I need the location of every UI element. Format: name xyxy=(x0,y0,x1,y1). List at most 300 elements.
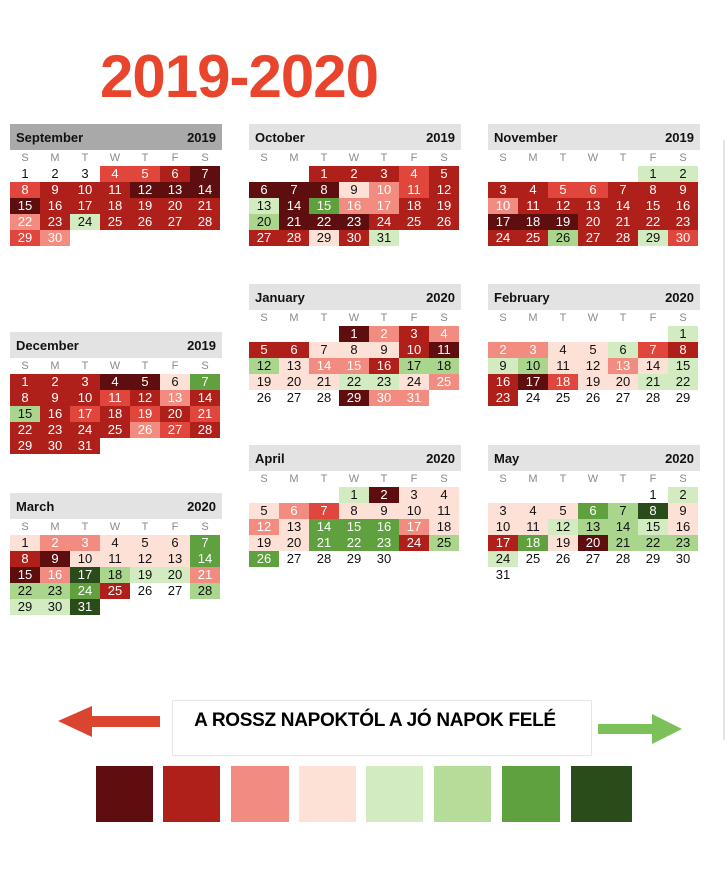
day-cell: 2 xyxy=(668,166,698,182)
day-cell: 4 xyxy=(518,503,548,519)
day-cell: 26 xyxy=(429,214,459,230)
day-cell: 8 xyxy=(10,551,40,567)
weekday-label: S xyxy=(679,473,687,485)
day-cell: 11 xyxy=(548,358,578,374)
day-cell: 7 xyxy=(190,374,220,390)
day-cell: 24 xyxy=(488,551,518,567)
day-cell: 11 xyxy=(100,551,130,567)
day-cell: 10 xyxy=(399,503,429,519)
day-cell: 5 xyxy=(130,374,160,390)
day-cell: 25 xyxy=(518,230,548,246)
day-cell: 11 xyxy=(429,503,459,519)
day-cell: 23 xyxy=(488,390,518,406)
day-cell: 21 xyxy=(608,214,638,230)
day-cell: 7 xyxy=(279,182,309,198)
day-cell: 26 xyxy=(548,230,578,246)
legend-text: A ROSSZ NAPOKTÓL A JÓ NAPOK FELÉ xyxy=(194,710,556,731)
day-cell: 10 xyxy=(399,342,429,358)
day-cell: 10 xyxy=(70,182,100,198)
weekday-label: T xyxy=(320,152,328,164)
day-cell: 20 xyxy=(578,214,608,230)
day-cell: 3 xyxy=(70,535,100,551)
day-cell: 30 xyxy=(40,438,70,454)
swatch-2 xyxy=(163,766,220,822)
weekday-label: T xyxy=(559,473,567,485)
month-name: February xyxy=(494,289,550,305)
day-cell: 26 xyxy=(130,583,160,599)
weekday-label: T xyxy=(320,312,328,324)
day-cell: 7 xyxy=(190,166,220,182)
day-cell: 21 xyxy=(608,535,638,551)
day-cell: 12 xyxy=(578,358,608,374)
day-cell: 14 xyxy=(190,182,220,198)
weekday-label: T xyxy=(619,312,627,324)
day-cell: 12 xyxy=(249,358,279,374)
day-cell: 22 xyxy=(309,214,339,230)
day-cell: 3 xyxy=(70,166,100,182)
day-cell: 29 xyxy=(638,551,668,567)
weekday-label: F xyxy=(410,312,418,324)
left-arrow-icon xyxy=(58,706,160,737)
day-cell: 24 xyxy=(399,535,429,551)
day-cell: 28 xyxy=(279,230,309,246)
month-name: January xyxy=(255,289,305,305)
day-cell: 8 xyxy=(638,503,668,519)
day-cell: 30 xyxy=(668,551,698,567)
month-year: 2020 xyxy=(187,498,216,514)
month-year: 2020 xyxy=(665,289,694,305)
day-cell: 9 xyxy=(369,503,399,519)
day-cell: 18 xyxy=(399,198,429,214)
day-cell: 6 xyxy=(160,374,190,390)
day-cell: 19 xyxy=(130,406,160,422)
day-cell: 8 xyxy=(10,390,40,406)
day-cell: 1 xyxy=(638,487,668,503)
day-cell: 7 xyxy=(190,535,220,551)
day-cell: 21 xyxy=(190,406,220,422)
day-cell: 2 xyxy=(339,166,369,182)
day-cell: 19 xyxy=(548,535,578,551)
day-cell: 16 xyxy=(369,519,399,535)
day-cell: 16 xyxy=(40,198,70,214)
day-cell: 17 xyxy=(399,519,429,535)
day-cell: 19 xyxy=(130,198,160,214)
day-cell: 25 xyxy=(399,214,429,230)
day-cell: 17 xyxy=(488,214,518,230)
weekday-label: M xyxy=(50,521,60,533)
day-cell: 17 xyxy=(70,406,100,422)
right-arrow-icon xyxy=(598,714,682,744)
weekday-label: W xyxy=(587,473,599,485)
month-year: 2019 xyxy=(187,337,216,353)
day-cell: 3 xyxy=(399,487,429,503)
day-cell: 31 xyxy=(399,390,429,406)
day-cell: 10 xyxy=(369,182,399,198)
weekday-label: S xyxy=(499,152,507,164)
month-name: December xyxy=(16,337,79,353)
day-cell: 5 xyxy=(548,182,578,198)
day-cell: 17 xyxy=(518,374,548,390)
weekday-label: T xyxy=(81,152,89,164)
day-cell: 28 xyxy=(190,583,220,599)
day-cell: 20 xyxy=(279,535,309,551)
day-cell: 13 xyxy=(578,198,608,214)
day-cell: 12 xyxy=(130,551,160,567)
day-cell: 29 xyxy=(10,230,40,246)
weekday-label: S xyxy=(260,152,268,164)
weekday-label: S xyxy=(440,152,448,164)
day-cell: 11 xyxy=(100,182,130,198)
day-cell: 16 xyxy=(40,567,70,583)
day-cell: 6 xyxy=(608,342,638,358)
day-cell: 6 xyxy=(160,166,190,182)
day-cell: 14 xyxy=(309,519,339,535)
day-cell: 30 xyxy=(40,599,70,615)
day-cell: 25 xyxy=(429,535,459,551)
day-cell: 15 xyxy=(339,358,369,374)
day-cell: 3 xyxy=(518,342,548,358)
day-cell: 17 xyxy=(70,567,100,583)
day-cell: 27 xyxy=(160,422,190,438)
day-cell: 31 xyxy=(70,599,100,615)
day-cell: 21 xyxy=(638,374,668,390)
day-cell: 19 xyxy=(130,567,160,583)
day-cell: 18 xyxy=(548,374,578,390)
day-cell: 18 xyxy=(100,567,130,583)
day-cell: 10 xyxy=(70,390,100,406)
day-cell: 17 xyxy=(369,198,399,214)
day-cell: 24 xyxy=(70,583,100,599)
day-cell: 14 xyxy=(638,358,668,374)
day-cell: 12 xyxy=(548,519,578,535)
day-cell: 5 xyxy=(429,166,459,182)
day-cell: 23 xyxy=(40,214,70,230)
month-name: April xyxy=(255,450,285,466)
day-cell: 22 xyxy=(668,374,698,390)
day-cell: 12 xyxy=(130,182,160,198)
day-cell: 20 xyxy=(160,198,190,214)
day-cell: 17 xyxy=(70,198,100,214)
day-cell: 11 xyxy=(100,390,130,406)
day-cell: 4 xyxy=(100,374,130,390)
day-cell: 29 xyxy=(339,390,369,406)
day-cell: 15 xyxy=(10,198,40,214)
day-cell: 27 xyxy=(249,230,279,246)
weekday-label: M xyxy=(50,152,60,164)
weekday-label: M xyxy=(50,360,60,372)
day-cell: 30 xyxy=(40,230,70,246)
day-cell: 5 xyxy=(249,342,279,358)
day-cell: 18 xyxy=(518,535,548,551)
day-cell: 20 xyxy=(279,374,309,390)
weekday-label: W xyxy=(587,312,599,324)
day-cell: 1 xyxy=(10,374,40,390)
day-cell: 28 xyxy=(638,390,668,406)
day-cell: 16 xyxy=(339,198,369,214)
day-cell: 4 xyxy=(100,535,130,551)
month-name: September xyxy=(16,129,84,145)
day-cell: 11 xyxy=(399,182,429,198)
day-cell: 12 xyxy=(249,519,279,535)
day-cell: 24 xyxy=(518,390,548,406)
weekday-label: T xyxy=(380,152,388,164)
day-cell: 26 xyxy=(249,390,279,406)
day-cell: 1 xyxy=(10,166,40,182)
day-cell: 9 xyxy=(339,182,369,198)
weekday-label: T xyxy=(559,312,567,324)
weekday-label: S xyxy=(201,360,209,372)
day-cell: 12 xyxy=(548,198,578,214)
weekday-label: S xyxy=(440,312,448,324)
day-cell: 31 xyxy=(70,438,100,454)
day-cell: 29 xyxy=(339,551,369,567)
day-cell: 5 xyxy=(249,503,279,519)
weekday-label: T xyxy=(320,473,328,485)
weekday-label: W xyxy=(587,152,599,164)
day-cell: 3 xyxy=(488,182,518,198)
day-cell: 15 xyxy=(668,358,698,374)
day-cell: 9 xyxy=(40,551,70,567)
day-cell: 22 xyxy=(339,535,369,551)
weekday-label: S xyxy=(201,152,209,164)
day-cell: 26 xyxy=(548,551,578,567)
day-cell: 22 xyxy=(339,374,369,390)
month-name: November xyxy=(494,129,558,145)
day-cell: 21 xyxy=(190,198,220,214)
weekday-label: W xyxy=(109,360,121,372)
day-cell: 23 xyxy=(40,583,70,599)
weekday-label: M xyxy=(289,473,299,485)
day-cell: 14 xyxy=(190,390,220,406)
day-cell: 1 xyxy=(668,326,698,342)
day-cell: 22 xyxy=(10,422,40,438)
day-cell: 28 xyxy=(190,422,220,438)
day-cell: 1 xyxy=(10,535,40,551)
day-cell: 8 xyxy=(668,342,698,358)
day-cell: 12 xyxy=(429,182,459,198)
day-cell: 2 xyxy=(40,166,70,182)
month-year: 2020 xyxy=(426,450,455,466)
day-cell: 6 xyxy=(578,182,608,198)
day-cell: 13 xyxy=(160,551,190,567)
day-cell: 13 xyxy=(249,198,279,214)
day-cell: 23 xyxy=(40,422,70,438)
weekday-label: T xyxy=(619,473,627,485)
day-cell: 27 xyxy=(160,583,190,599)
day-cell: 13 xyxy=(578,519,608,535)
day-cell: 16 xyxy=(668,519,698,535)
day-cell: 15 xyxy=(339,519,369,535)
day-cell: 1 xyxy=(309,166,339,182)
day-cell: 29 xyxy=(668,390,698,406)
day-cell: 7 xyxy=(309,503,339,519)
day-cell: 18 xyxy=(100,406,130,422)
weekday-label: M xyxy=(528,152,538,164)
day-cell: 29 xyxy=(309,230,339,246)
day-cell: 15 xyxy=(638,198,668,214)
weekday-label: S xyxy=(260,473,268,485)
day-cell: 20 xyxy=(608,374,638,390)
day-cell: 30 xyxy=(339,230,369,246)
day-cell: 3 xyxy=(488,503,518,519)
day-cell: 2 xyxy=(369,326,399,342)
day-cell: 4 xyxy=(100,166,130,182)
day-cell: 18 xyxy=(100,198,130,214)
day-cell: 7 xyxy=(608,182,638,198)
day-cell: 10 xyxy=(488,519,518,535)
weekday-label: W xyxy=(348,473,360,485)
weekday-label: T xyxy=(141,521,149,533)
day-cell: 24 xyxy=(70,422,100,438)
day-cell: 4 xyxy=(548,342,578,358)
day-cell: 3 xyxy=(369,166,399,182)
day-cell: 27 xyxy=(608,390,638,406)
weekday-label: S xyxy=(21,521,29,533)
day-cell: 27 xyxy=(279,390,309,406)
day-cell: 12 xyxy=(130,390,160,406)
day-cell: 24 xyxy=(70,214,100,230)
day-cell: 2 xyxy=(40,374,70,390)
day-cell: 1 xyxy=(339,326,369,342)
day-cell: 26 xyxy=(130,422,160,438)
day-cell: 8 xyxy=(339,503,369,519)
day-cell: 28 xyxy=(309,551,339,567)
day-cell: 23 xyxy=(668,535,698,551)
weekday-label: F xyxy=(410,473,418,485)
day-cell: 16 xyxy=(369,358,399,374)
weekday-label: T xyxy=(81,360,89,372)
day-cell: 7 xyxy=(309,342,339,358)
day-cell: 26 xyxy=(130,214,160,230)
day-cell: 11 xyxy=(429,342,459,358)
day-cell: 23 xyxy=(668,214,698,230)
weekday-label: S xyxy=(21,360,29,372)
day-cell: 21 xyxy=(279,214,309,230)
swatch-8 xyxy=(571,766,632,822)
day-cell: 9 xyxy=(668,182,698,198)
day-cell: 20 xyxy=(578,535,608,551)
month-year: 2019 xyxy=(665,129,694,145)
day-cell: 9 xyxy=(488,358,518,374)
day-cell: 10 xyxy=(518,358,548,374)
day-cell: 19 xyxy=(578,374,608,390)
day-cell: 20 xyxy=(160,406,190,422)
day-cell: 13 xyxy=(160,182,190,198)
swatch-4 xyxy=(299,766,356,822)
day-cell: 4 xyxy=(518,182,548,198)
day-cell: 5 xyxy=(548,503,578,519)
day-cell: 23 xyxy=(369,374,399,390)
day-cell: 28 xyxy=(608,551,638,567)
day-cell: 28 xyxy=(190,214,220,230)
day-cell: 31 xyxy=(369,230,399,246)
day-cell: 26 xyxy=(578,390,608,406)
day-cell: 22 xyxy=(638,535,668,551)
day-cell: 25 xyxy=(100,422,130,438)
day-cell: 4 xyxy=(429,326,459,342)
day-cell: 4 xyxy=(429,487,459,503)
day-cell: 14 xyxy=(190,551,220,567)
day-cell: 28 xyxy=(309,390,339,406)
day-cell: 2 xyxy=(369,487,399,503)
swatch-5 xyxy=(366,766,423,822)
day-cell: 5 xyxy=(578,342,608,358)
weekday-label: F xyxy=(171,521,179,533)
day-cell: 23 xyxy=(339,214,369,230)
day-cell: 8 xyxy=(10,182,40,198)
page-title: 2019-2020 xyxy=(100,43,378,110)
day-cell: 13 xyxy=(608,358,638,374)
day-cell: 6 xyxy=(160,535,190,551)
day-cell: 19 xyxy=(249,535,279,551)
month-name: March xyxy=(16,498,55,514)
day-cell: 20 xyxy=(249,214,279,230)
day-cell: 3 xyxy=(70,374,100,390)
day-cell: 1 xyxy=(339,487,369,503)
weekday-label: F xyxy=(410,152,418,164)
day-cell: 31 xyxy=(488,567,518,583)
swatch-6 xyxy=(434,766,491,822)
day-cell: 9 xyxy=(40,182,70,198)
day-cell: 21 xyxy=(309,535,339,551)
day-cell: 14 xyxy=(608,519,638,535)
weekday-label: S xyxy=(499,473,507,485)
weekday-label: F xyxy=(171,152,179,164)
day-cell: 19 xyxy=(429,198,459,214)
day-cell: 22 xyxy=(638,214,668,230)
day-cell: 6 xyxy=(279,342,309,358)
weekday-label: M xyxy=(528,312,538,324)
weekday-label: S xyxy=(499,312,507,324)
day-cell: 11 xyxy=(518,198,548,214)
weekday-label: S xyxy=(260,312,268,324)
day-cell: 9 xyxy=(668,503,698,519)
day-cell: 15 xyxy=(638,519,668,535)
day-cell: 6 xyxy=(578,503,608,519)
day-cell: 7 xyxy=(638,342,668,358)
weekday-label: T xyxy=(380,312,388,324)
month-year: 2019 xyxy=(426,129,455,145)
day-cell: 13 xyxy=(279,358,309,374)
day-cell: 6 xyxy=(249,182,279,198)
weekday-label: T xyxy=(81,521,89,533)
month-name: May xyxy=(494,450,520,466)
day-cell: 27 xyxy=(578,230,608,246)
day-cell: 11 xyxy=(518,519,548,535)
weekday-label: F xyxy=(649,312,657,324)
day-cell: 15 xyxy=(10,567,40,583)
day-cell: 24 xyxy=(399,374,429,390)
swatch-1 xyxy=(96,766,153,822)
day-cell: 25 xyxy=(100,583,130,599)
swatch-3 xyxy=(231,766,289,822)
weekday-label: F xyxy=(649,473,657,485)
day-cell: 24 xyxy=(488,230,518,246)
day-cell: 8 xyxy=(638,182,668,198)
day-cell: 16 xyxy=(488,374,518,390)
weekday-label: T xyxy=(380,473,388,485)
weekday-label: W xyxy=(109,521,121,533)
day-cell: 14 xyxy=(279,198,309,214)
day-cell: 22 xyxy=(10,583,40,599)
day-cell: 30 xyxy=(668,230,698,246)
day-cell: 29 xyxy=(638,230,668,246)
day-cell: 13 xyxy=(279,519,309,535)
day-cell: 29 xyxy=(10,599,40,615)
day-cell: 27 xyxy=(160,214,190,230)
weekday-label: M xyxy=(289,312,299,324)
month-year: 2019 xyxy=(187,129,216,145)
